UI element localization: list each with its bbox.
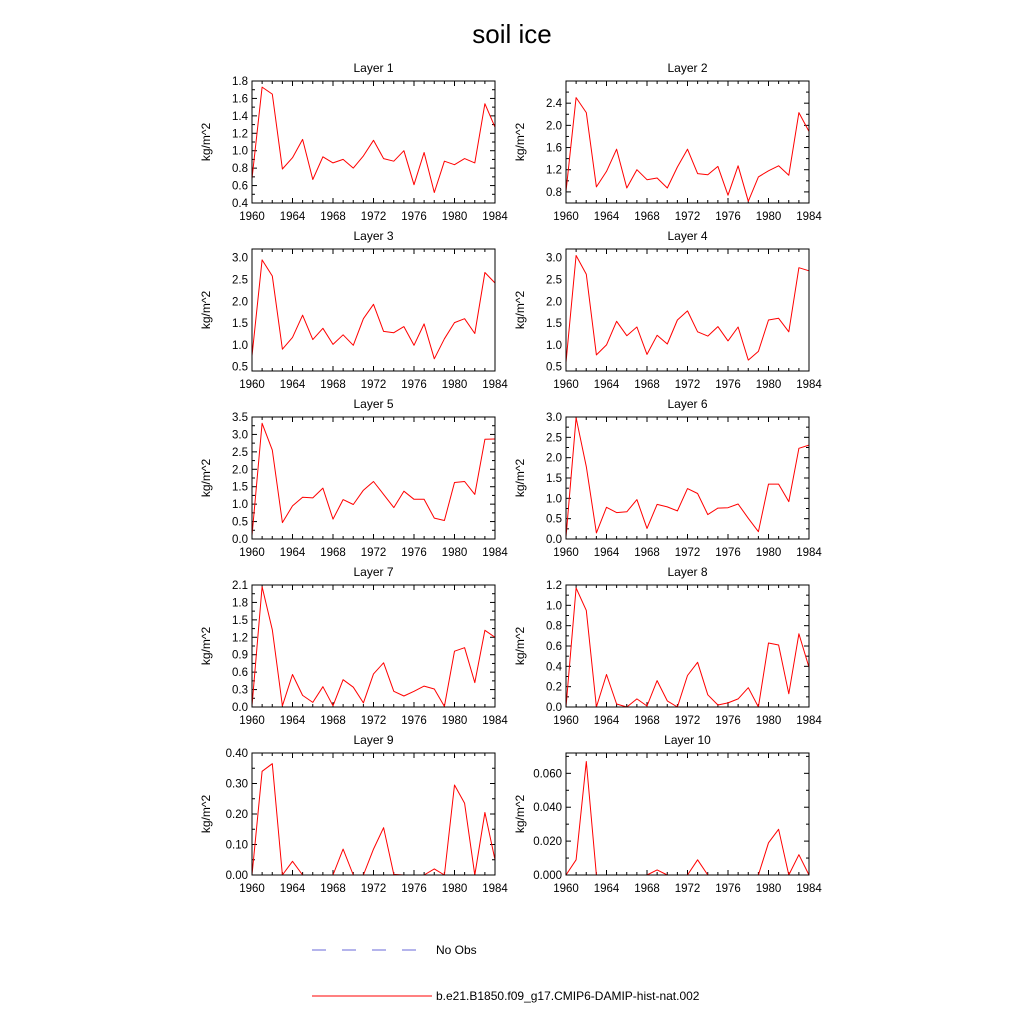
x-tick-label: 1976 bbox=[401, 211, 427, 223]
x-tick-label: 1984 bbox=[482, 715, 508, 727]
x-tick-label: 1964 bbox=[593, 211, 620, 223]
y-tick-label: 2.0 bbox=[546, 296, 562, 309]
y-tick-label: 2.5 bbox=[232, 274, 248, 287]
x-tick-label: 1960 bbox=[239, 211, 265, 223]
plot-frame bbox=[566, 753, 809, 875]
x-tick-label: 1960 bbox=[553, 715, 579, 727]
y-tick-label: 1.8 bbox=[232, 597, 248, 610]
series-line bbox=[252, 260, 495, 359]
y-tick-label: 1.6 bbox=[546, 142, 562, 155]
x-tick-label: 1960 bbox=[239, 715, 265, 727]
x-tick-label: 1960 bbox=[553, 211, 579, 223]
y-tick-label: 0.4 bbox=[546, 661, 562, 674]
x-tick-label: 1984 bbox=[796, 211, 822, 223]
y-tick-label: 2.5 bbox=[546, 432, 562, 445]
y-tick-label: 1.0 bbox=[546, 493, 562, 506]
x-tick-label: 1968 bbox=[320, 211, 346, 223]
x-tick-label: 1968 bbox=[634, 379, 660, 391]
x-tick-label: 1976 bbox=[715, 547, 741, 559]
panel-layer-8 bbox=[513, 565, 822, 727]
x-tick-label: 1960 bbox=[553, 547, 579, 559]
y-tick-label: 1.2 bbox=[232, 632, 248, 645]
y-tick-label: 0.0 bbox=[232, 702, 248, 714]
x-tick-label: 1960 bbox=[553, 883, 579, 895]
x-tick-label: 1972 bbox=[674, 715, 701, 727]
y-axis-label: kg/m^2 bbox=[513, 794, 527, 834]
y-tick-label: 0.6 bbox=[232, 667, 248, 680]
y-axis-label: kg/m^2 bbox=[513, 122, 527, 162]
x-tick-label: 1968 bbox=[634, 211, 660, 223]
x-tick-label: 1972 bbox=[674, 547, 701, 559]
panel-title: Layer 4 bbox=[667, 229, 708, 243]
series-line bbox=[566, 98, 809, 202]
plot-frame bbox=[252, 585, 495, 707]
x-tick-label: 1964 bbox=[279, 379, 306, 391]
y-tick-label: 0.5 bbox=[232, 516, 248, 529]
y-axis-label: kg/m^2 bbox=[199, 626, 213, 666]
y-tick-label: 0.6 bbox=[232, 180, 248, 193]
x-tick-label: 1968 bbox=[634, 715, 660, 727]
x-tick-label: 1968 bbox=[634, 547, 660, 559]
plot-frame bbox=[252, 417, 495, 539]
x-tick-label: 1980 bbox=[441, 547, 468, 559]
y-tick-label: 1.2 bbox=[546, 580, 562, 592]
series-line bbox=[566, 588, 809, 707]
y-tick-label: 0.5 bbox=[546, 513, 562, 526]
plot-frame bbox=[252, 81, 495, 203]
y-tick-label: 1.0 bbox=[546, 600, 562, 613]
y-tick-label: 0.0 bbox=[546, 702, 562, 714]
panel-layer-2 bbox=[513, 61, 822, 223]
y-tick-label: 3.0 bbox=[546, 252, 562, 265]
legend-model-label: b.e21.B1850.f09_g17.CMIP6-DAMIP-hist-nat.002 bbox=[436, 989, 700, 1003]
y-axis-label: kg/m^2 bbox=[513, 626, 527, 666]
x-tick-label: 1968 bbox=[320, 715, 346, 727]
y-tick-label: 0.8 bbox=[232, 163, 248, 176]
figure-title: soil ice bbox=[472, 19, 552, 49]
y-tick-label: 2.5 bbox=[546, 274, 562, 287]
x-tick-label: 1964 bbox=[279, 883, 306, 895]
plot-frame bbox=[566, 249, 809, 371]
y-tick-label: 1.0 bbox=[546, 339, 562, 352]
y-tick-label: 0.30 bbox=[225, 778, 248, 791]
x-tick-label: 1984 bbox=[482, 379, 508, 391]
x-tick-label: 1976 bbox=[715, 883, 741, 895]
x-tick-label: 1980 bbox=[755, 715, 782, 727]
y-tick-label: 0.060 bbox=[533, 768, 562, 781]
x-tick-label: 1976 bbox=[401, 547, 427, 559]
plot-frame bbox=[566, 417, 809, 539]
y-axis-label: kg/m^2 bbox=[199, 794, 213, 834]
y-tick-label: 2.5 bbox=[232, 446, 248, 459]
y-tick-label: 2.4 bbox=[546, 98, 562, 111]
y-tick-label: 0.20 bbox=[225, 809, 248, 821]
y-tick-label: 0.10 bbox=[225, 839, 248, 852]
x-tick-label: 1972 bbox=[360, 715, 387, 727]
x-tick-label: 1964 bbox=[279, 715, 306, 727]
y-tick-label: 0.040 bbox=[533, 802, 562, 815]
y-tick-label: 1.5 bbox=[232, 318, 248, 331]
panel-layer-1 bbox=[199, 61, 508, 223]
x-tick-label: 1980 bbox=[441, 883, 468, 895]
y-tick-label: 0.5 bbox=[546, 361, 562, 374]
y-tick-label: 1.5 bbox=[546, 318, 562, 331]
y-tick-label: 0.020 bbox=[533, 836, 562, 849]
legend bbox=[312, 943, 700, 1003]
panel-title: Layer 8 bbox=[667, 565, 708, 579]
y-tick-label: 2.0 bbox=[546, 452, 562, 465]
plot-frame bbox=[252, 249, 495, 371]
x-tick-label: 1964 bbox=[279, 211, 306, 223]
y-tick-label: 1.2 bbox=[546, 164, 562, 177]
y-tick-label: 0.2 bbox=[546, 681, 562, 694]
plot-frame bbox=[252, 753, 495, 875]
y-axis-label: kg/m^2 bbox=[513, 458, 527, 498]
x-tick-label: 1976 bbox=[401, 883, 427, 895]
y-tick-label: 0.9 bbox=[232, 649, 248, 662]
x-tick-label: 1976 bbox=[401, 379, 427, 391]
y-tick-label: 0.00 bbox=[225, 870, 248, 882]
y-tick-label: 1.0 bbox=[232, 145, 248, 158]
x-tick-label: 1972 bbox=[674, 883, 701, 895]
y-tick-label: 0.0 bbox=[232, 534, 248, 546]
y-tick-label: 0.4 bbox=[232, 198, 248, 210]
series-line bbox=[252, 87, 495, 192]
y-tick-label: 1.0 bbox=[232, 339, 248, 352]
x-tick-label: 1984 bbox=[796, 379, 822, 391]
y-axis-label: kg/m^2 bbox=[199, 122, 213, 162]
y-tick-label: 1.8 bbox=[232, 76, 248, 88]
x-tick-label: 1972 bbox=[360, 547, 387, 559]
x-tick-label: 1972 bbox=[360, 211, 387, 223]
x-tick-label: 1976 bbox=[715, 379, 741, 391]
x-tick-label: 1968 bbox=[320, 379, 346, 391]
panel-layer-7 bbox=[199, 565, 508, 727]
panel-layer-9 bbox=[199, 733, 508, 895]
x-tick-label: 1972 bbox=[674, 379, 701, 391]
x-tick-label: 1980 bbox=[755, 883, 782, 895]
y-tick-label: 3.0 bbox=[546, 412, 562, 424]
panel-title: Layer 6 bbox=[667, 397, 708, 411]
y-tick-label: 2.1 bbox=[232, 580, 248, 592]
panel-title: Layer 9 bbox=[353, 733, 394, 747]
x-tick-label: 1980 bbox=[441, 379, 468, 391]
panel-layer-3 bbox=[199, 229, 508, 391]
x-tick-label: 1960 bbox=[553, 379, 579, 391]
panel-title: Layer 7 bbox=[353, 565, 394, 579]
y-tick-label: 1.5 bbox=[232, 614, 248, 627]
series-line bbox=[252, 764, 495, 875]
x-tick-label: 1976 bbox=[715, 211, 741, 223]
x-tick-label: 1972 bbox=[360, 379, 387, 391]
x-tick-label: 1968 bbox=[320, 883, 346, 895]
y-tick-label: 1.4 bbox=[232, 110, 248, 123]
y-tick-label: 0.000 bbox=[533, 870, 562, 882]
x-tick-label: 1964 bbox=[593, 379, 620, 391]
y-tick-label: 2.0 bbox=[546, 120, 562, 133]
x-tick-label: 1980 bbox=[441, 715, 468, 727]
y-tick-label: 1.5 bbox=[232, 481, 248, 494]
panel-layer-6 bbox=[513, 397, 822, 559]
series-line bbox=[566, 762, 809, 876]
x-tick-label: 1972 bbox=[360, 883, 387, 895]
x-tick-label: 1984 bbox=[482, 883, 508, 895]
y-tick-label: 2.0 bbox=[232, 296, 248, 309]
x-tick-label: 1968 bbox=[634, 883, 660, 895]
x-tick-label: 1960 bbox=[239, 883, 265, 895]
x-tick-label: 1976 bbox=[401, 715, 427, 727]
panel-title: Layer 10 bbox=[664, 733, 711, 747]
panel-title: Layer 1 bbox=[353, 61, 394, 75]
panel-grid bbox=[199, 61, 822, 895]
x-tick-label: 1960 bbox=[239, 379, 265, 391]
x-tick-label: 1976 bbox=[715, 715, 741, 727]
x-tick-label: 1984 bbox=[482, 547, 508, 559]
panel-title: Layer 3 bbox=[353, 229, 394, 243]
x-tick-label: 1984 bbox=[796, 715, 822, 727]
x-tick-label: 1984 bbox=[796, 547, 822, 559]
y-tick-label: 3.0 bbox=[232, 429, 248, 442]
y-axis-label: kg/m^2 bbox=[199, 458, 213, 498]
legend-no-obs-label: No Obs bbox=[436, 943, 477, 957]
y-tick-label: 0.40 bbox=[225, 748, 248, 760]
y-tick-label: 0.0 bbox=[546, 534, 562, 546]
x-tick-label: 1980 bbox=[755, 379, 782, 391]
y-axis-label: kg/m^2 bbox=[513, 290, 527, 330]
y-tick-label: 2.0 bbox=[232, 464, 248, 477]
x-tick-label: 1980 bbox=[755, 547, 782, 559]
y-tick-label: 3.5 bbox=[232, 412, 248, 424]
panel-title: Layer 2 bbox=[667, 61, 708, 75]
x-tick-label: 1972 bbox=[674, 211, 701, 223]
x-tick-label: 1980 bbox=[755, 211, 782, 223]
y-tick-label: 0.6 bbox=[546, 641, 562, 653]
plot-frame bbox=[566, 81, 809, 203]
x-tick-label: 1980 bbox=[441, 211, 468, 223]
panel-layer-10 bbox=[513, 733, 822, 895]
panel-layer-5 bbox=[199, 397, 508, 559]
series-line bbox=[252, 587, 495, 707]
y-tick-label: 3.0 bbox=[232, 252, 248, 265]
y-tick-label: 0.5 bbox=[232, 361, 248, 374]
x-tick-label: 1984 bbox=[482, 211, 508, 223]
x-tick-label: 1964 bbox=[279, 547, 306, 559]
y-tick-label: 1.6 bbox=[232, 93, 248, 106]
x-tick-label: 1968 bbox=[320, 547, 346, 559]
y-tick-label: 0.3 bbox=[232, 684, 248, 697]
x-tick-label: 1964 bbox=[593, 547, 620, 559]
x-tick-label: 1984 bbox=[796, 883, 822, 895]
y-tick-label: 0.8 bbox=[546, 620, 562, 633]
y-tick-label: 1.2 bbox=[232, 128, 248, 141]
x-tick-label: 1964 bbox=[593, 715, 620, 727]
series-line bbox=[252, 423, 495, 535]
series-line bbox=[566, 418, 809, 537]
panel-title: Layer 5 bbox=[353, 397, 394, 411]
y-axis-label: kg/m^2 bbox=[199, 290, 213, 330]
y-tick-label: 0.8 bbox=[546, 186, 562, 199]
series-line bbox=[566, 256, 809, 363]
y-tick-label: 1.0 bbox=[232, 499, 248, 512]
x-tick-label: 1960 bbox=[239, 547, 265, 559]
panel-layer-4 bbox=[513, 229, 822, 391]
y-tick-label: 1.5 bbox=[546, 473, 562, 485]
x-tick-label: 1964 bbox=[593, 883, 620, 895]
